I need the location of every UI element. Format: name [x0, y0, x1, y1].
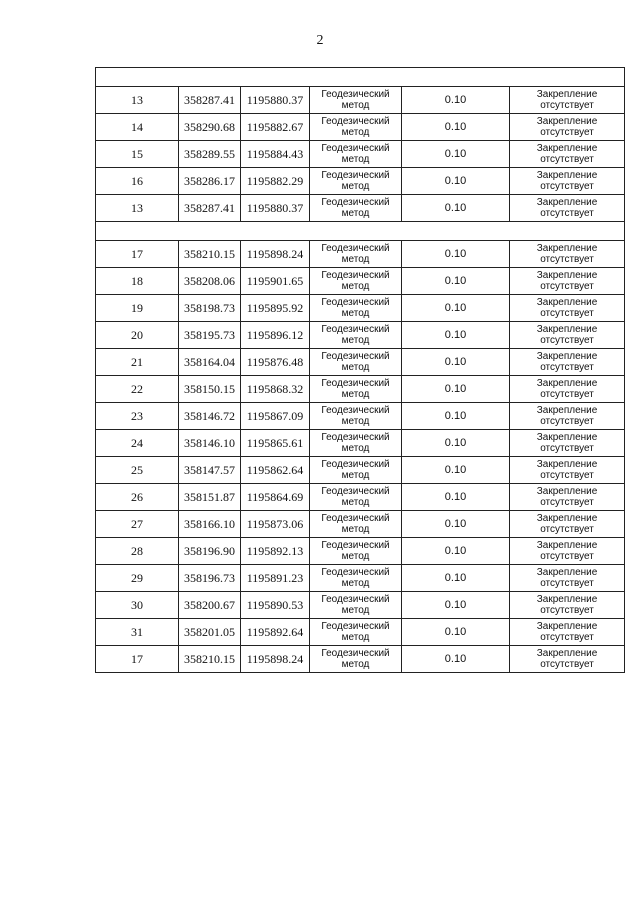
y-coordinate-cell: 1195882.29: [241, 168, 310, 195]
accuracy-cell: 0.10: [402, 646, 510, 673]
section-header-cell: [96, 222, 625, 241]
accuracy-cell: 0.10: [402, 484, 510, 511]
accuracy-cell: 0.10: [402, 511, 510, 538]
accuracy-cell: 0.10: [402, 195, 510, 222]
y-coordinate-cell: 1195880.37: [241, 87, 310, 114]
table-row: [96, 241, 625, 268]
method-cell: Геодезический метод: [310, 322, 402, 349]
y-coordinate-cell: 1195892.64: [241, 619, 310, 646]
method-cell: Геодезический метод: [310, 141, 402, 168]
point-number-cell: 22: [96, 376, 179, 403]
y-coordinate-cell: 1195895.92: [241, 295, 310, 322]
point-number-cell: 31: [96, 619, 179, 646]
method-cell: Геодезический метод: [310, 430, 402, 457]
x-coordinate-cell: 358196.90: [179, 538, 241, 565]
table-row: [96, 457, 625, 484]
table-row: [96, 141, 625, 168]
method-cell: Геодезический метод: [310, 619, 402, 646]
x-coordinate-cell: 358146.72: [179, 403, 241, 430]
x-coordinate-cell: 358287.41: [179, 195, 241, 222]
y-coordinate-cell: 1195884.43: [241, 141, 310, 168]
accuracy-cell: 0.10: [402, 619, 510, 646]
accuracy-cell: 0.10: [402, 430, 510, 457]
fixation-cell: Закрепление отсутствует: [510, 268, 625, 295]
y-coordinate-cell: 1195862.64: [241, 457, 310, 484]
accuracy-cell: 0.10: [402, 168, 510, 195]
fixation-cell: Закрепление отсутствует: [510, 457, 625, 484]
x-coordinate-cell: 358151.87: [179, 484, 241, 511]
method-cell: Геодезический метод: [310, 484, 402, 511]
accuracy-cell: 0.10: [402, 403, 510, 430]
method-cell: Геодезический метод: [310, 646, 402, 673]
coordinates-table-body: [96, 68, 625, 673]
fixation-cell: Закрепление отсутствует: [510, 295, 625, 322]
fixation-cell: Закрепление отсутствует: [510, 241, 625, 268]
point-number-cell: 13: [96, 87, 179, 114]
y-coordinate-cell: 1195882.67: [241, 114, 310, 141]
y-coordinate-cell: 1195868.32: [241, 376, 310, 403]
point-number-cell: 15: [96, 141, 179, 168]
point-number-cell: 25: [96, 457, 179, 484]
method-cell: Геодезический метод: [310, 87, 402, 114]
accuracy-cell: 0.10: [402, 87, 510, 114]
y-coordinate-cell: 1195876.48: [241, 349, 310, 376]
fixation-cell: Закрепление отсутствует: [510, 195, 625, 222]
y-coordinate-cell: 1195896.12: [241, 322, 310, 349]
accuracy-cell: 0.10: [402, 376, 510, 403]
point-number-cell: 17: [96, 646, 179, 673]
point-number-cell: 16: [96, 168, 179, 195]
method-cell: Геодезический метод: [310, 511, 402, 538]
accuracy-cell: 0.10: [402, 322, 510, 349]
point-number-cell: 18: [96, 268, 179, 295]
table-row: [96, 484, 625, 511]
fixation-cell: Закрепление отсутствует: [510, 511, 625, 538]
fixation-cell: Закрепление отсутствует: [510, 565, 625, 592]
accuracy-cell: 0.10: [402, 141, 510, 168]
x-coordinate-cell: 358198.73: [179, 295, 241, 322]
x-coordinate-cell: 358147.57: [179, 457, 241, 484]
fixation-cell: Закрепление отсутствует: [510, 168, 625, 195]
table-row: [96, 592, 625, 619]
accuracy-cell: 0.10: [402, 114, 510, 141]
table-row: [96, 430, 625, 457]
method-cell: Геодезический метод: [310, 592, 402, 619]
method-cell: Геодезический метод: [310, 457, 402, 484]
method-cell: Геодезический метод: [310, 295, 402, 322]
x-coordinate-cell: 358290.68: [179, 114, 241, 141]
page-number: 2: [316, 33, 324, 48]
fixation-cell: Закрепление отсутствует: [510, 114, 625, 141]
method-cell: Геодезический метод: [310, 376, 402, 403]
x-coordinate-cell: 358210.15: [179, 646, 241, 673]
method-cell: Геодезический метод: [310, 241, 402, 268]
x-coordinate-cell: 358208.06: [179, 268, 241, 295]
table-row: [96, 295, 625, 322]
point-number-cell: 20: [96, 322, 179, 349]
method-cell: Геодезический метод: [310, 114, 402, 141]
x-coordinate-cell: 358166.10: [179, 511, 241, 538]
fixation-cell: Закрепление отсутствует: [510, 403, 625, 430]
point-number-cell: 27: [96, 511, 179, 538]
accuracy-cell: 0.10: [402, 565, 510, 592]
table-row: [96, 538, 625, 565]
accuracy-cell: 0.10: [402, 592, 510, 619]
point-number-cell: 29: [96, 565, 179, 592]
y-coordinate-cell: 1195898.24: [241, 241, 310, 268]
fixation-cell: Закрепление отсутствует: [510, 646, 625, 673]
method-cell: Геодезический метод: [310, 538, 402, 565]
fixation-cell: Закрепление отсутствует: [510, 484, 625, 511]
y-coordinate-cell: 1195864.69: [241, 484, 310, 511]
method-cell: Геодезический метод: [310, 268, 402, 295]
accuracy-cell: 0.10: [402, 349, 510, 376]
table-row: [96, 403, 625, 430]
method-cell: Геодезический метод: [310, 168, 402, 195]
table-row: [96, 565, 625, 592]
y-coordinate-cell: 1195891.23: [241, 565, 310, 592]
table-row: [96, 376, 625, 403]
table-row: [96, 168, 625, 195]
fixation-cell: Закрепление отсутствует: [510, 87, 625, 114]
y-coordinate-cell: 1195898.24: [241, 646, 310, 673]
y-coordinate-cell: 1195865.61: [241, 430, 310, 457]
method-cell: Геодезический метод: [310, 195, 402, 222]
fixation-cell: Закрепление отсутствует: [510, 619, 625, 646]
accuracy-cell: 0.10: [402, 295, 510, 322]
table-row: [96, 268, 625, 295]
x-coordinate-cell: 358287.41: [179, 87, 241, 114]
method-cell: Геодезический метод: [310, 403, 402, 430]
accuracy-cell: 0.10: [402, 457, 510, 484]
x-coordinate-cell: 358196.73: [179, 565, 241, 592]
point-number-cell: 24: [96, 430, 179, 457]
method-cell: Геодезический метод: [310, 349, 402, 376]
y-coordinate-cell: 1195880.37: [241, 195, 310, 222]
fixation-cell: Закрепление отсутствует: [510, 538, 625, 565]
table-row: [96, 322, 625, 349]
fixation-cell: Закрепление отсутствует: [510, 592, 625, 619]
table-row: [96, 87, 625, 114]
point-number-cell: 13: [96, 195, 179, 222]
fixation-cell: Закрепление отсутствует: [510, 141, 625, 168]
x-coordinate-cell: 358164.04: [179, 349, 241, 376]
accuracy-cell: 0.10: [402, 268, 510, 295]
table-row: [96, 195, 625, 222]
fixation-cell: Закрепление отсутствует: [510, 376, 625, 403]
method-cell: Геодезический метод: [310, 565, 402, 592]
point-number-cell: 28: [96, 538, 179, 565]
table-row: [96, 511, 625, 538]
point-number-cell: 26: [96, 484, 179, 511]
point-number-cell: 19: [96, 295, 179, 322]
x-coordinate-cell: 358201.05: [179, 619, 241, 646]
table-row: [96, 619, 625, 646]
x-coordinate-cell: 358200.67: [179, 592, 241, 619]
point-number-cell: 23: [96, 403, 179, 430]
x-coordinate-cell: 358286.17: [179, 168, 241, 195]
y-coordinate-cell: 1195867.09: [241, 403, 310, 430]
table-row: [96, 349, 625, 376]
x-coordinate-cell: 358195.73: [179, 322, 241, 349]
x-coordinate-cell: 358146.10: [179, 430, 241, 457]
y-coordinate-cell: 1195873.06: [241, 511, 310, 538]
section-header-cell: [96, 68, 625, 87]
y-coordinate-cell: 1195901.65: [241, 268, 310, 295]
x-coordinate-cell: 358289.55: [179, 141, 241, 168]
table-row: [96, 114, 625, 141]
x-coordinate-cell: 358150.15: [179, 376, 241, 403]
accuracy-cell: 0.10: [402, 241, 510, 268]
section-2-header: [96, 222, 625, 241]
y-coordinate-cell: 1195890.53: [241, 592, 310, 619]
fixation-cell: Закрепление отсутствует: [510, 322, 625, 349]
y-coordinate-cell: 1195892.13: [241, 538, 310, 565]
section-1-header: [96, 68, 625, 87]
fixation-cell: Закрепление отсутствует: [510, 430, 625, 457]
accuracy-cell: 0.10: [402, 538, 510, 565]
fixation-cell: Закрепление отсутствует: [510, 349, 625, 376]
point-number-cell: 30: [96, 592, 179, 619]
point-number-cell: 17: [96, 241, 179, 268]
point-number-cell: 21: [96, 349, 179, 376]
table-row: [96, 646, 625, 673]
x-coordinate-cell: 358210.15: [179, 241, 241, 268]
coordinates-table: [95, 67, 625, 673]
point-number-cell: 14: [96, 114, 179, 141]
